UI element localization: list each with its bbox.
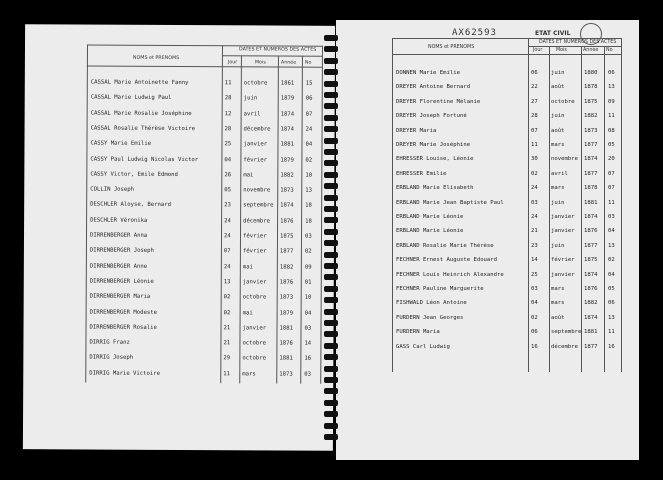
- entry-month: janvier: [243, 141, 268, 148]
- entry-month: novembre: [551, 156, 578, 163]
- entry-year: 1876: [279, 279, 294, 286]
- entry-name: FECHNER Louis Heinrich Alexandre: [396, 271, 504, 278]
- entry-name: COLLIN Joseph: [90, 186, 135, 193]
- annee-column-header: Année: [280, 60, 297, 66]
- entry-month: janvier: [242, 279, 267, 286]
- entry-day: 05: [224, 187, 232, 194]
- entry-name: CASSAL Marie Ludwig Paul: [90, 94, 172, 102]
- entry-year: 1873: [280, 187, 294, 194]
- entry-number: 06: [608, 300, 615, 307]
- entry-month: mars: [551, 142, 565, 148]
- entry-year: 1877: [279, 248, 294, 255]
- table-row: [24, 293, 324, 305]
- binding-coil: [324, 92, 338, 98]
- entry-day: 25: [224, 141, 232, 148]
- entry-month: décembre: [243, 218, 271, 225]
- entry-month: mai: [242, 263, 253, 270]
- binding-coil: [324, 172, 338, 178]
- binding-coil: [324, 69, 338, 75]
- entry-number: 02: [608, 257, 615, 264]
- entry-number: 11: [608, 113, 615, 120]
- table-row: [336, 257, 636, 267]
- binding-coil: [324, 320, 338, 326]
- entry-day: 21: [223, 340, 231, 347]
- binding-coil: [324, 377, 338, 383]
- entry-month: janvier: [551, 271, 575, 278]
- entry-number: 18: [305, 203, 312, 210]
- entry-year: 1879: [280, 157, 294, 164]
- table-row: [24, 156, 324, 168]
- entry-name: FURDERN Maria: [396, 329, 440, 336]
- entry-name: DREYER Antoine Bernard: [396, 84, 471, 91]
- binding-coil: [324, 252, 338, 258]
- entry-month: décembre: [551, 343, 578, 350]
- entry-day: 07: [223, 248, 231, 255]
- entry-month: juin: [551, 70, 565, 76]
- entry-number: 08: [608, 127, 615, 134]
- entry-day: 11: [531, 142, 538, 148]
- entry-name: EHRESSER Emilie: [396, 170, 447, 177]
- entry-day: 28: [531, 113, 538, 120]
- entry-year: 1876: [280, 218, 294, 225]
- entry-number: 04: [608, 228, 615, 235]
- entry-year: 1874: [584, 156, 598, 163]
- entry-year: 1882: [584, 300, 598, 307]
- entry-day: 22: [531, 84, 538, 91]
- entry-month: mars: [551, 300, 565, 307]
- entry-year: 1875: [584, 257, 598, 264]
- entry-number: 13: [608, 242, 615, 249]
- binding-coil: [324, 309, 338, 315]
- binding-coil: [324, 183, 338, 189]
- entry-month: avril: [551, 170, 568, 177]
- entry-name: DESCHLER Véronika: [90, 217, 148, 224]
- entry-month: juin: [243, 95, 258, 102]
- entry-day: 11: [224, 80, 232, 87]
- entry-year: 1882: [279, 264, 294, 271]
- entry-name: DIRRENBERGER Anne: [89, 263, 148, 270]
- entry-day: 30: [531, 156, 538, 163]
- entry-number: 04: [304, 310, 312, 317]
- table-row: [23, 355, 323, 367]
- spiral-binding: [324, 35, 338, 445]
- entry-year: 1882: [584, 113, 598, 120]
- entry-year: 1876: [584, 228, 598, 235]
- entry-year: 1873: [279, 294, 294, 301]
- entry-name: DIRRENBERGER Anna: [89, 232, 148, 239]
- entry-month: août: [551, 314, 565, 321]
- entry-number: 04: [305, 141, 313, 148]
- entry-year: 1881: [584, 199, 598, 206]
- entry-number: 01: [304, 279, 312, 286]
- etat-civil-label: ETAT CIVIL: [535, 30, 571, 37]
- entry-number: 05: [608, 286, 615, 292]
- entry-name: EHRESSER Louise, Léonie: [396, 156, 474, 163]
- entry-number: 03: [304, 325, 312, 332]
- entry-number: 13: [305, 187, 313, 194]
- entry-day: 07: [531, 127, 538, 134]
- entry-name: DIRRENBERGER Léonie: [89, 278, 154, 285]
- table-row: [24, 278, 324, 290]
- entry-number: 05: [608, 142, 615, 148]
- entry-number: 18: [305, 218, 312, 225]
- left-register-page: [23, 24, 335, 451]
- entry-name: DIRRENBERGER Rosalie: [89, 324, 157, 331]
- entry-number: 03: [608, 214, 615, 220]
- entry-month: juin: [551, 199, 565, 206]
- entry-year: 1881: [280, 141, 294, 148]
- entry-name: DIRRIG Franz: [89, 339, 130, 346]
- binding-coil: [324, 160, 338, 166]
- table-row: [24, 140, 324, 152]
- entry-month: janvier: [551, 228, 575, 235]
- entry-day: 02: [531, 314, 538, 321]
- binding-coil: [324, 217, 338, 223]
- entry-month: octobre: [242, 355, 266, 362]
- entry-month: avril: [243, 110, 261, 118]
- table-row: [25, 125, 325, 137]
- entry-year: 1876: [584, 286, 598, 292]
- entry-name: FECHNER Ernest Auguste Edouard: [396, 257, 498, 264]
- table-row: [336, 200, 636, 210]
- entry-number: 09: [608, 98, 615, 105]
- entry-year: 1877: [584, 170, 598, 177]
- entry-year: 1881: [279, 325, 294, 332]
- entry-day: 23: [224, 202, 231, 209]
- entry-number: 07: [608, 185, 615, 192]
- table-row: [336, 156, 636, 166]
- entry-day: 06: [531, 70, 538, 76]
- entry-year: 1879: [279, 310, 294, 317]
- binding-coil: [324, 35, 338, 41]
- entry-day: 25: [531, 271, 538, 278]
- entry-month: février: [242, 248, 267, 255]
- jour-column-header: Jour: [533, 48, 543, 53]
- entry-day: 26: [224, 172, 232, 179]
- entry-day: 04: [224, 156, 232, 163]
- entry-name: CASSY Paul Ludwig Nicolas Victor: [90, 156, 199, 163]
- entry-name: ERBLAND Marie Léonie: [396, 228, 464, 235]
- entry-year: 1877: [584, 142, 598, 148]
- table-row: [23, 370, 323, 382]
- entry-name: DESCHLER Aloyse, Bernard: [90, 201, 172, 209]
- binding-coil: [324, 331, 338, 337]
- table-row: [24, 247, 324, 259]
- entry-month: novembre: [243, 187, 271, 194]
- entry-name: FECHNER Pauline Marguerite: [396, 286, 484, 292]
- entry-day: 24: [223, 263, 231, 270]
- table-row: [336, 171, 636, 181]
- entry-name: CASSAL Rosalie Thérèse Victoire: [90, 125, 195, 132]
- binding-coil: [324, 400, 338, 406]
- binding-coil: [324, 388, 338, 394]
- entry-month: janvier: [551, 214, 575, 220]
- entry-name: ERBLAND Marie Jean Baptiste Paul: [396, 199, 504, 206]
- table-row: [23, 324, 323, 336]
- binding-coil: [324, 423, 338, 429]
- entry-year: 1875: [279, 233, 294, 240]
- entry-month: septembre: [243, 202, 274, 209]
- entry-name: DONNEN Marie Emilie: [396, 70, 460, 76]
- table-row: [25, 94, 325, 106]
- entry-number: 07: [305, 111, 313, 118]
- entry-number: 10: [305, 172, 313, 179]
- table-row: [336, 243, 636, 253]
- binding-coil: [324, 286, 338, 292]
- entry-name: DREYER Florentine Mélanie: [396, 98, 481, 105]
- entry-month: août: [551, 84, 565, 91]
- entry-number: 24: [305, 126, 313, 133]
- entry-name: ERBLAND Marie Léonie: [396, 214, 464, 220]
- entry-day: 21: [531, 228, 538, 235]
- table-row: [24, 186, 324, 198]
- entry-number: 07: [608, 170, 615, 177]
- table-row: [336, 329, 636, 339]
- entry-number: 03: [304, 233, 312, 240]
- entry-number: 04: [608, 271, 615, 278]
- entry-name: DIRRENBERGER Maria: [89, 293, 151, 301]
- binding-coil: [324, 103, 338, 109]
- entry-year: 1874: [584, 214, 598, 220]
- table-row: [24, 217, 324, 229]
- table-row: [336, 344, 636, 354]
- entry-day: 02: [223, 309, 231, 316]
- entry-day: 03: [531, 199, 538, 206]
- table-row: [336, 99, 636, 109]
- table-row: [25, 110, 325, 122]
- entry-year: 1880: [584, 70, 598, 76]
- entry-month: mars: [551, 185, 565, 192]
- table-row: [336, 113, 636, 123]
- entry-day: 28: [224, 95, 232, 102]
- entry-name: DREYER Maria: [396, 127, 437, 134]
- entry-day: 27: [531, 98, 538, 105]
- entry-day: 24: [531, 214, 538, 220]
- binding-coil: [324, 195, 338, 201]
- entry-number: 16: [304, 356, 312, 363]
- entry-month: octobre: [243, 80, 268, 87]
- entry-year: 1881: [279, 355, 293, 362]
- entry-number: 13: [608, 314, 615, 321]
- entry-month: mai: [242, 309, 253, 316]
- table-row: [336, 128, 636, 138]
- binding-coil: [324, 115, 338, 121]
- entry-year: 1881: [584, 329, 598, 336]
- entry-number: 09: [304, 264, 312, 271]
- binding-coil: [324, 126, 338, 132]
- entry-number: 15: [305, 80, 313, 87]
- entry-day: 24: [224, 217, 231, 224]
- no-column-header: No: [304, 60, 312, 66]
- entry-year: 1877: [584, 242, 598, 249]
- annee-column-header: Année: [583, 48, 599, 53]
- table-row: [336, 70, 636, 80]
- entry-day: 04: [531, 300, 538, 307]
- binding-coil: [324, 263, 338, 269]
- entry-year: 1875: [584, 98, 598, 105]
- entry-month: août: [551, 127, 565, 134]
- entry-name: FURDERN Jean Georges: [396, 314, 464, 321]
- entry-year: 1861: [280, 80, 295, 87]
- entry-day: 28: [224, 126, 232, 133]
- no-column-header: No: [606, 48, 613, 53]
- entry-year: 1873: [279, 371, 293, 378]
- binding-coil: [324, 240, 338, 246]
- table-row: [336, 315, 636, 325]
- mois-column-header: Mois: [556, 48, 567, 53]
- entry-year: 1873: [584, 127, 598, 134]
- names-column-header: NOMS et PRENOMS: [132, 55, 180, 61]
- entry-year: 1877: [584, 343, 598, 350]
- binding-coil: [324, 229, 338, 235]
- table-row: [336, 214, 636, 224]
- entry-name: CASSY Victor, Emile Edmond: [90, 171, 178, 178]
- entry-month: juin: [551, 113, 565, 120]
- entry-year: 1882: [280, 172, 294, 179]
- entry-day: 11: [223, 370, 231, 377]
- entry-name: ERBLAND Rosalie Marie Thérèse: [396, 242, 494, 249]
- table-row: [24, 263, 324, 275]
- entry-month: mai: [243, 172, 254, 179]
- jour-column-header: Jour: [227, 60, 238, 66]
- entry-year: 1874: [584, 271, 598, 278]
- acts-column-header: DATES ET NUMEROS DES ACTES: [238, 47, 317, 53]
- entry-number: 06: [305, 95, 313, 102]
- binding-coil: [324, 366, 338, 372]
- entry-number: 11: [608, 199, 615, 206]
- entry-number: 02: [305, 157, 313, 164]
- entry-day: 24: [531, 185, 538, 192]
- table-row: [336, 300, 636, 310]
- binding-coil: [324, 81, 338, 87]
- table-row: [336, 185, 636, 195]
- entry-month: février: [242, 233, 267, 240]
- entry-number: 10: [304, 294, 312, 301]
- entry-year: 1879: [280, 95, 295, 102]
- entry-month: septembre: [551, 329, 582, 336]
- entry-year: 1874: [584, 314, 598, 321]
- table-row: [336, 286, 636, 296]
- entry-name: DIRRENBERGER Modeste: [89, 309, 157, 316]
- table-row: [24, 232, 324, 244]
- entry-number: 20: [608, 156, 615, 163]
- table-row: [25, 79, 325, 91]
- acts-column-header: DATES ET NUMEROS DES ACTES: [539, 40, 617, 45]
- entry-name: CASSAL Marie Rosalie Joséphine: [90, 110, 192, 117]
- entry-name: GASS Carl Ludwig: [396, 343, 450, 350]
- entry-day: 13: [223, 279, 231, 286]
- entry-name: CASSAL Marie Antoinette Fanny: [90, 79, 189, 87]
- entry-month: décembre: [243, 126, 271, 133]
- entry-number: 06: [608, 70, 615, 76]
- entry-name: DIRRIG Marie Victoire: [89, 370, 161, 377]
- entry-day: 12: [224, 110, 232, 117]
- entry-name: DIRRIG Joseph: [89, 354, 134, 362]
- entry-month: juin: [551, 242, 565, 249]
- binding-coil: [324, 411, 338, 417]
- binding-coil: [324, 434, 338, 440]
- entry-month: octobre: [242, 340, 267, 347]
- entry-number: 11: [608, 329, 615, 336]
- right-register-page: [336, 20, 639, 460]
- mois-column-header: Mois: [254, 60, 266, 66]
- entry-month: mars: [242, 371, 256, 378]
- entry-month: mars: [551, 286, 565, 292]
- table-row: [336, 142, 636, 152]
- entry-day: 16: [531, 343, 538, 350]
- entry-name: DIRRENBERGER Joseph: [89, 247, 154, 255]
- table-row: [336, 84, 636, 94]
- entry-number: 02: [304, 248, 312, 255]
- binding-coil: [324, 343, 338, 349]
- table-row: [24, 202, 324, 214]
- entry-month: octobre: [242, 294, 267, 301]
- table-row: [336, 272, 636, 282]
- entry-name: DREYER Joseph Fortuné: [396, 113, 467, 120]
- binding-coil: [324, 297, 338, 303]
- entry-year: 1878: [584, 84, 598, 91]
- binding-coil: [324, 149, 338, 155]
- names-column-header: NOMS et PRENOMS: [428, 45, 475, 50]
- entry-number: 14: [304, 340, 312, 347]
- entry-day: 02: [223, 294, 231, 301]
- entry-number: 13: [608, 84, 615, 91]
- entry-year: 1874: [280, 111, 295, 118]
- entry-number: 16: [608, 343, 615, 350]
- binding-coil: [324, 206, 338, 212]
- entry-name: DREYER Marie Joséphine: [396, 142, 471, 148]
- entry-year: 1874: [280, 126, 295, 133]
- entry-name: FISHWALD Léon Antoine: [396, 300, 467, 307]
- entry-day: 03: [531, 286, 538, 292]
- entry-month: février: [551, 257, 575, 264]
- entry-year: 1878: [584, 185, 598, 192]
- entry-name: ERBLAND Marie Elisabeth: [396, 185, 474, 192]
- table-row: [23, 339, 323, 351]
- entry-day: 21: [223, 325, 231, 332]
- entry-day: 23: [531, 242, 538, 249]
- binding-coil: [324, 274, 338, 280]
- binding-coil: [324, 138, 338, 144]
- entry-month: octobre: [551, 98, 575, 105]
- entry-year: 1876: [279, 340, 293, 347]
- table-row: [24, 309, 324, 321]
- entry-month: janvier: [242, 325, 267, 332]
- entry-day: 02: [531, 170, 538, 177]
- entry-year: 1874: [280, 202, 294, 209]
- binding-coil: [324, 354, 338, 360]
- entry-name: CASSY Marie Emilie: [90, 140, 152, 148]
- entry-day: 24: [223, 233, 231, 240]
- archive-stamp-code: AX62593: [452, 28, 497, 38]
- entry-number: 03: [304, 371, 312, 378]
- entry-day: 14: [531, 257, 538, 264]
- entry-month: février: [243, 156, 268, 163]
- table-row: [24, 171, 324, 183]
- binding-coil: [324, 46, 338, 52]
- binding-coil: [324, 58, 338, 64]
- entry-day: 06: [531, 329, 538, 336]
- table-row: [336, 228, 636, 238]
- entry-day: 29: [223, 355, 231, 362]
